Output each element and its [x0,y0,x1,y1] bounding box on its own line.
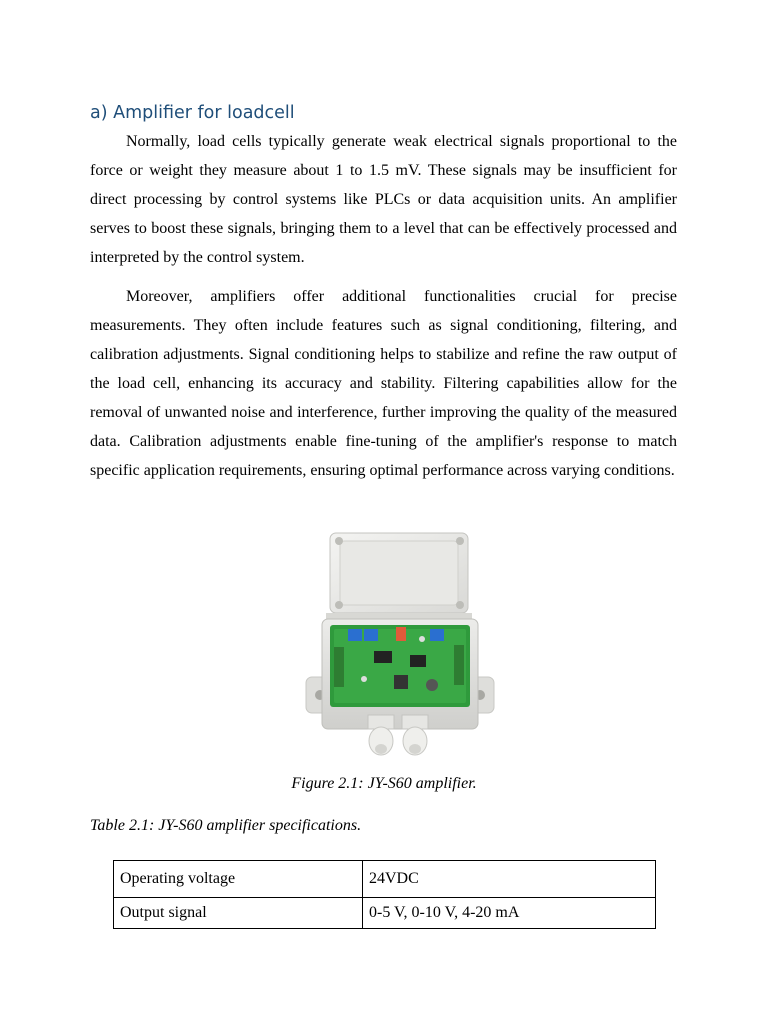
spec-value: 24VDC [363,861,656,898]
spec-label: Output signal [114,898,363,929]
section-heading: a) Amplifier for loadcell [90,103,295,123]
paragraph-2: Moreover, amplifiers offer additional functionalities crucial for precise measurements. They often include features such as signal conditioning, filtering, and calibration adjustments. Signal conditioning helps to stabilize and refine the raw output of the load cell, enhancing its accuracy and stability. Filtering capabilities allow for the removal of unwanted noise and interference, further improving the quality of the measured data. Calibration adjustments enable fine-tuning of the amplifier's response to match specific application requirements, ensuring optimal performance across varying conditions. [90,288,677,479]
spec-table [113,860,656,929]
figure-caption: Figure 2.1: JY-S60 amplifier. [291,775,477,792]
spec-value: 0-5 V, 0-10 V, 4-20 mA [363,898,656,929]
amplifier-photo [304,529,498,761]
table-row [114,898,656,929]
paragraph-1: Normally, load cells typically generate weak electrical signals proportional to the force or weight they measure about 1 to 1.5 mV. These signals may be insufficient for direct processing by control systems like PLCs or data acquisition units. An amplifier serves to boost these signals, bringing them to a level that can be effectively processed and interpreted by the control system. [90,133,677,266]
table-row [114,861,656,898]
table-caption: Table 2.1: JY-S60 amplifier specifications. [90,817,362,834]
spec-label: Operating voltage [114,861,363,898]
